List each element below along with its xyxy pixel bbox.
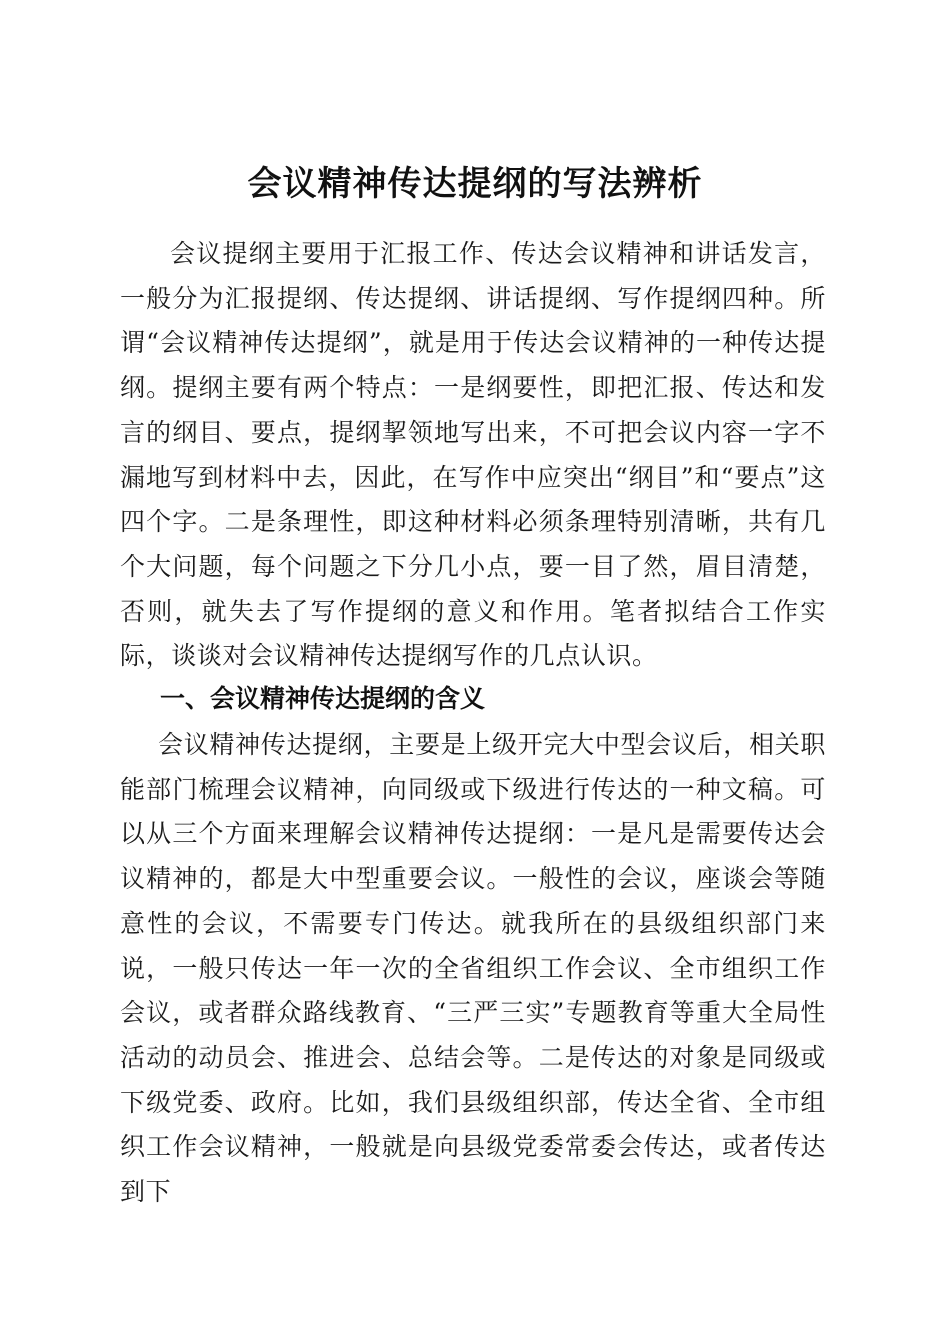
section-heading-1: 一、会议精神传达提纲的含义	[160, 684, 486, 713]
intro-paragraph: 会议提纲主要用于汇报工作、传达会议精神和讲话发言，一般分为汇报提纲、传达提纲、讲话提纲、写作提纲四种。所谓“会议精神传达提纲”，就是用于传达会议精神的一种传达提纲。提纲主要有两个特点：一是纲要性，即把汇报、传达和发言的纲目、要点，提纲挈领地写出来，不可把会议内容一字不漏地写到材料中去，因此，在写作中应突出“纲目”和“要点”这四个字。二是条理性，即这种材料必须条理特别清晰，共有几个大问题，每个问题之下分几小点，要一目了然，眉目清楚，否则，就失去了写作提纲的意义和作用。笔者拟结合工作实际，谈谈对会议精神传达提纲写作的几点认识。	[120, 239, 826, 671]
document-title: 会议精神传达提纲的写法辨析	[247, 163, 703, 204]
section-1-paragraph: 会议精神传达提纲，主要是上级开完大中型会议后，相关职能部门梳理会议精神，向同级或下级进行传达的一种文稿。可以从三个方面来理解会议精神传达提纲：一是凡是需要传达会议精神的，都是大中型重要会议。一般性的会议，座谈会等随意性的会议，不需要专门传达。就我所在的县级组织部门来说，一般只传达一年一次的全省组织工作会议、全市组织工作会议，或者群众路线教育、“三严三实”专题教育等重大全局性活动的动员会、推进会、总结会等。二是传达的对象是同级或下级党委、政府。比如，我们县级组织部，传达全省、全市组织工作会议精神，一般就是向县级党委常委会传达，或者传达到下	[120, 730, 826, 1207]
